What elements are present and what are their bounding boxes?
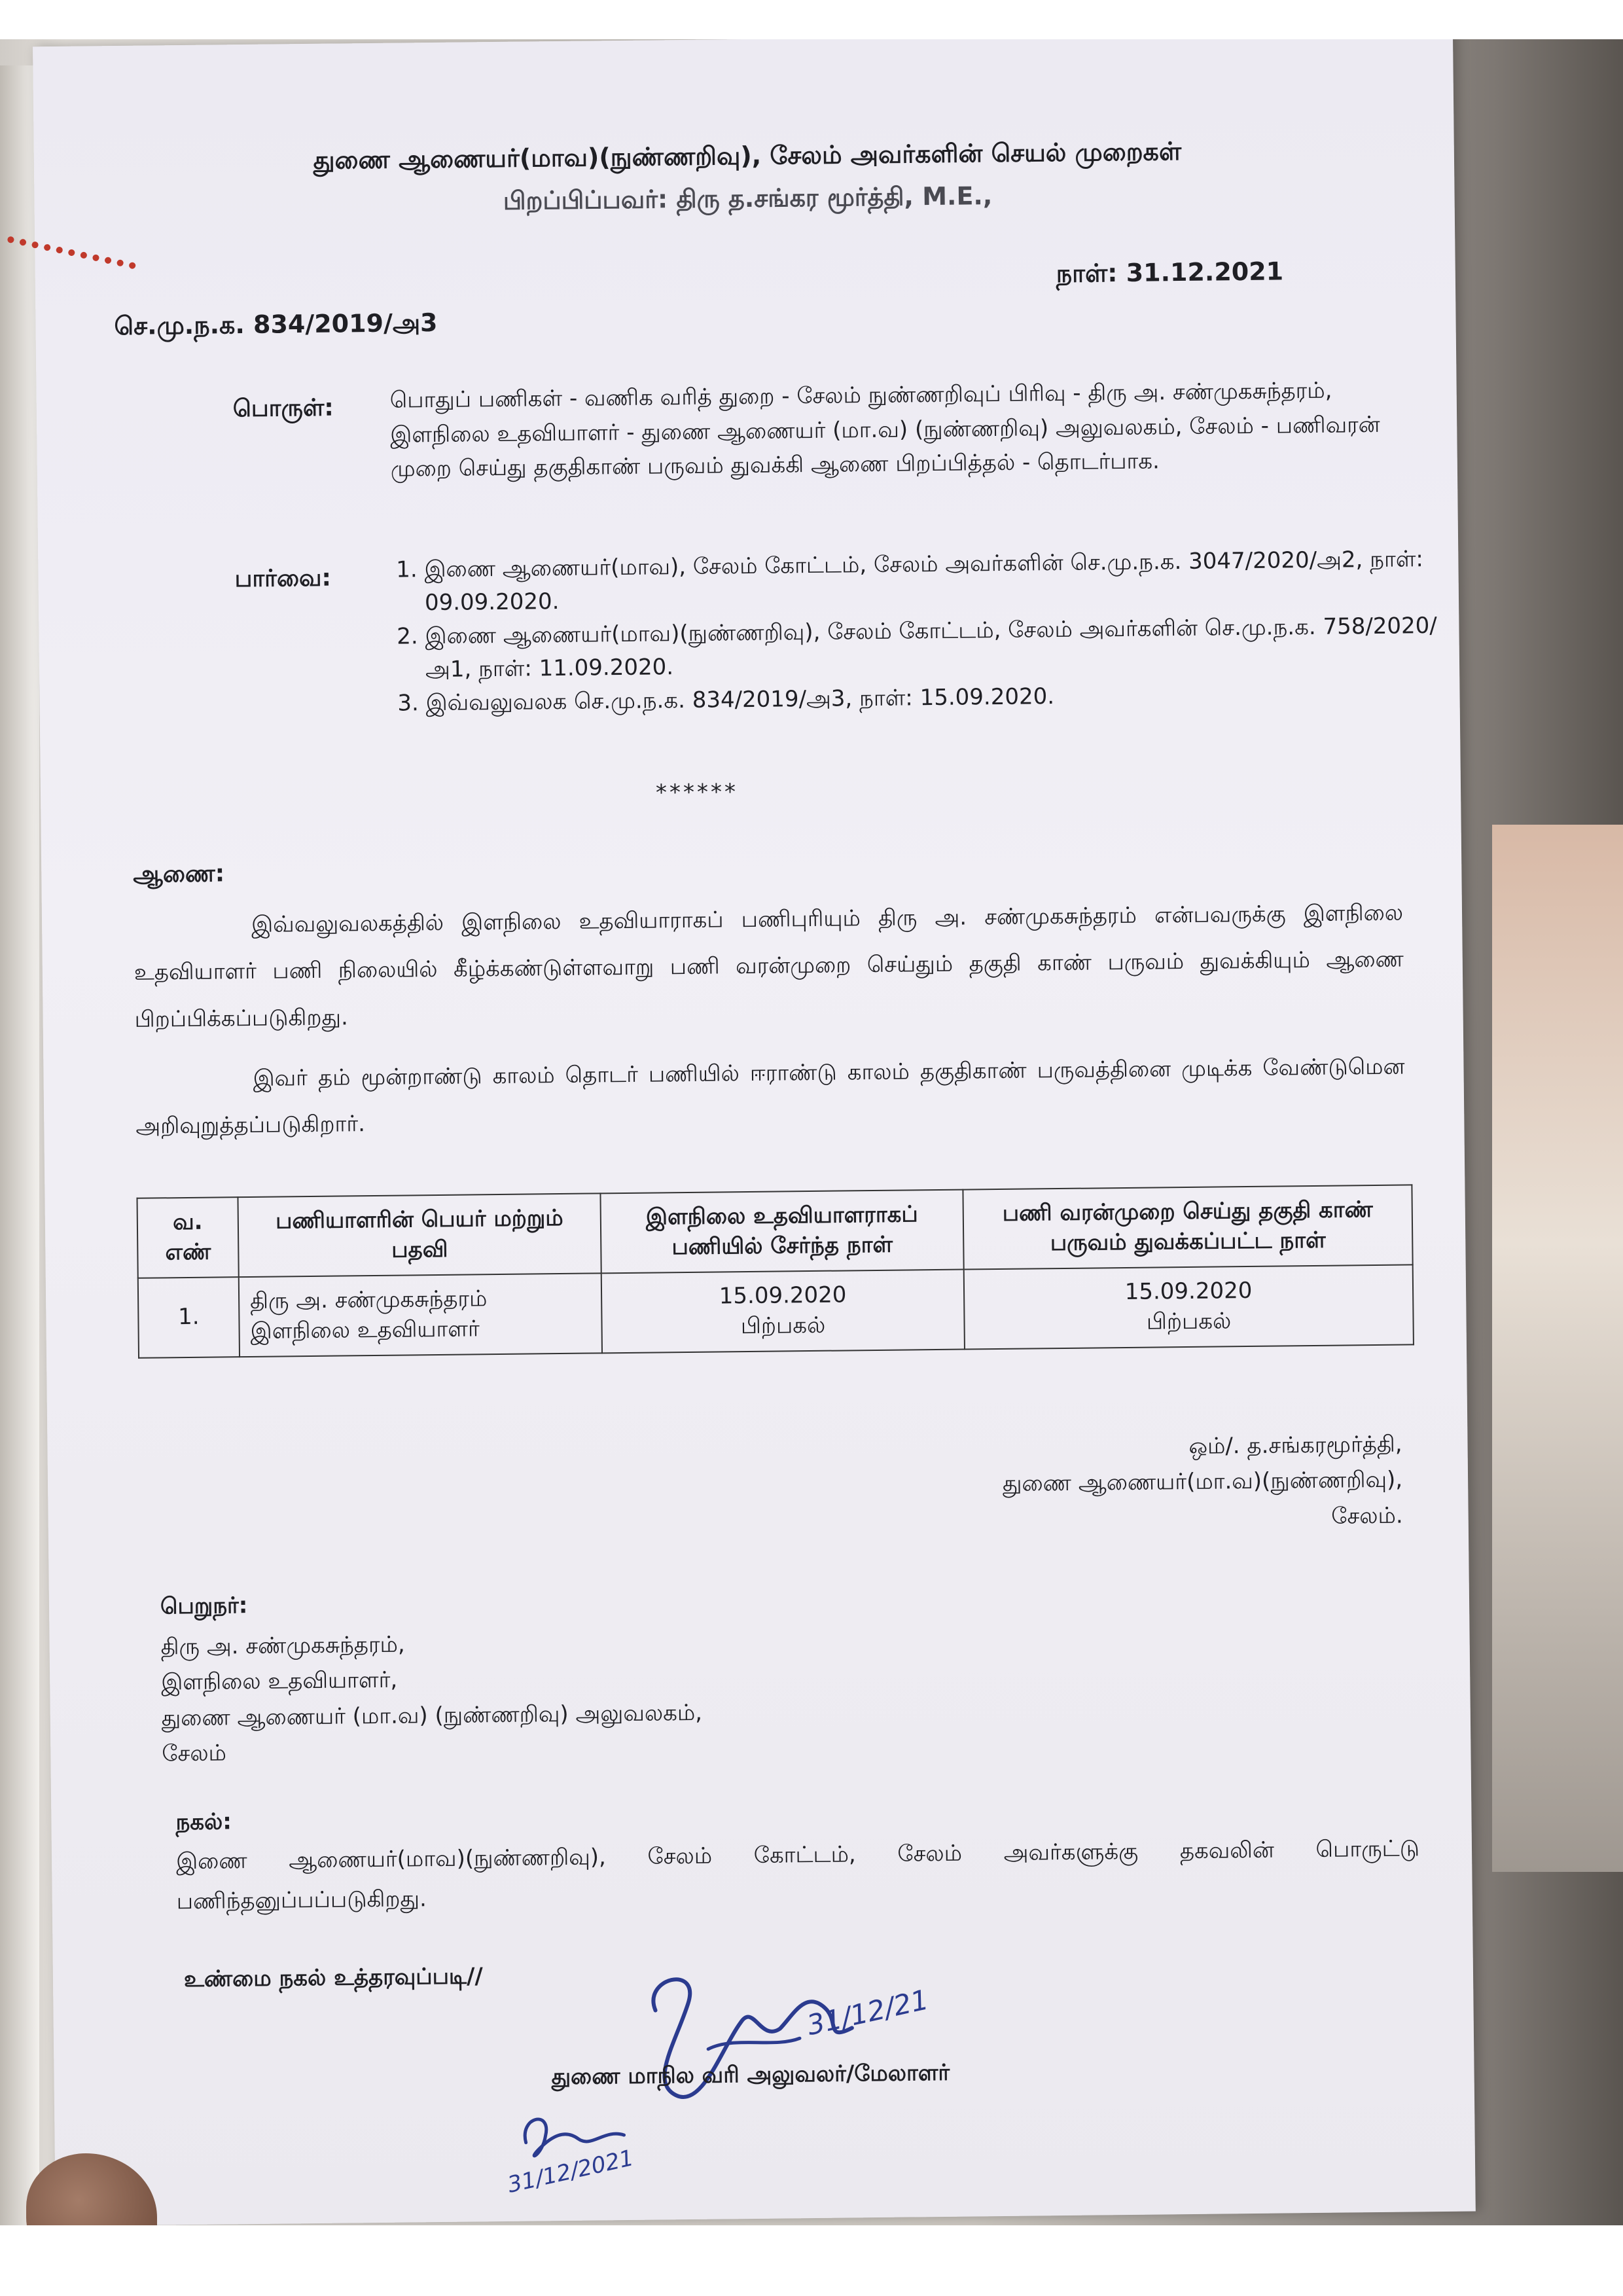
handwritten-signature xyxy=(629,1949,906,2122)
subject-label: பொருள்: xyxy=(232,394,334,423)
photo-background xyxy=(0,39,1623,2225)
col-header-name: பணியாளரின் பெயர் மற்றும் பதவி xyxy=(238,1193,601,1277)
recipient-line: இளநிலை உதவியாளர், xyxy=(161,1667,398,1696)
initials-date: 31/12/2021 xyxy=(505,2145,636,2198)
reference-number: செ.மு.ந.க. 834/2019/அ3 xyxy=(114,308,438,341)
signatory-place: சேலம். xyxy=(1331,1502,1403,1530)
reference-item: 3. இவ்வலுவலக செ.மு.ந.க. 834/2019/அ3, நாள்: 15.09.2020. xyxy=(425,675,1472,720)
cell-joined xyxy=(601,1269,965,1353)
header-issuer: பிறப்பிப்பவர்: திரு த.சங்கர மூர்த்தி, M.E., xyxy=(503,181,993,215)
employee-designation: இளநிலை உதவியாளர் xyxy=(250,1315,480,1344)
subject-text: பொதுப் பணிகள் - வணிக வரித் துறை - சேலம் நுண்ணறிவுப் பிரிவு - திரு அ. சண்முகசுந்தரம், இளநிலை உதவியாளர் - துணை ஆணையர் (மா.வ) (நுண்ணறிவு) அலுவலகம், சேலம் - பணிவரன் முறை செய்து தகுதிகாண் பருவம் துவக்கி ஆணை பிறப்பித்தல் - தொடர்பாக. xyxy=(389,377,1380,483)
recipient-label: பெறுநர்: xyxy=(160,1592,248,1620)
order-label: ஆணை: xyxy=(133,860,225,888)
document-content xyxy=(33,39,1476,2225)
col-header-probation: பணி வரன்முறை செய்து தகுதி காண் பருவம் துவக்கப்பட்ட நாள் xyxy=(963,1185,1412,1269)
reference-item: 2. இணை ஆணையர்(மாவ)(நுண்ணறிவு), சேலம் கோட்டம், சேலம் அவர்களின் செ.மு.ந.க. 758/2020/அ1, நாள்: 11.09.2020. xyxy=(425,609,1472,687)
file-binder-edge xyxy=(0,65,39,2225)
table-header-row xyxy=(137,1185,1412,1278)
cell-probation xyxy=(964,1265,1414,1349)
signatory-designation: துணை ஆணையர்(மா.வ)(நுண்ணறிவு), xyxy=(1002,1466,1403,1498)
joined-date: 15.09.2020 xyxy=(719,1282,847,1310)
cell-name xyxy=(239,1273,602,1357)
order-paragraph-1: இவ்வலுவலகத்தில் இளநிலை உதவியாராகப் பணிபுரியும் திரு அ. சண்முகசுந்தரம் என்பவருக்கு இளநிலை உதவியாளர் பணி நிலையில் கீழ்க்கண்டுள்ளவாறு பணி வரன்முறை செய்தும் தகுதி காண் பருவம் துவக்கியும் ஆணை பிறப்பிக்கப்படுகிறது. xyxy=(134,899,1404,1033)
recipient-address xyxy=(160,1621,1012,1772)
handwritten-date: 31/12/21 xyxy=(804,1983,932,2042)
copy-text: இணை ஆணையர்(மாவ)(நுண்ணறிவு), சேலம் கோட்டம், சேலம் அவர்களுக்கு தகவலின் பொருட்டு பணிந்தனுப்பப்படுகிறது. xyxy=(175,1835,1420,1915)
order-table xyxy=(136,1184,1414,1358)
signatory-name: ஒம்/. த.சங்கரமூர்த்தி, xyxy=(1188,1431,1402,1460)
employee-name: திரு அ. சண்முகசுந்தரம் xyxy=(249,1285,488,1314)
probation-date: 15.09.2020 xyxy=(1124,1277,1253,1305)
cell-sno: 1. xyxy=(138,1277,240,1357)
header-title: துணை ஆணையர்(மாவ)(நுண்ணறிவு), சேலம் அவர்களின் செயல் முறைகள் xyxy=(313,136,1182,175)
reference-item: 1. இணை ஆணையர்(மாவ), சேலம் கோட்டம், சேலம் அவர்களின் செ.மு.ந.க. 3047/2020/அ2, நாள்: 09.09.2020. xyxy=(424,542,1472,620)
document-date: நாள்: 31.12.2021 xyxy=(1056,257,1284,289)
col-header-sno: வ. எண் xyxy=(137,1197,238,1278)
true-copy-note: உண்மை நகல் உத்தரவுப்படி// xyxy=(183,1963,484,1993)
table-row xyxy=(138,1265,1414,1357)
background-object xyxy=(1492,825,1623,1872)
joined-session: பிற்பகல் xyxy=(740,1312,826,1339)
separator: ****** xyxy=(655,779,739,806)
recipient-line: திரு அ. சண்முகசுந்தரம், xyxy=(160,1631,405,1660)
copy-label: நகல்: xyxy=(175,1808,232,1836)
document-page xyxy=(33,39,1476,2225)
order-paragraph-2: இவர் தம் மூன்றாண்டு காலம் தொடர் பணியில் ஈராண்டு காலம் தகுதிகாண் பருவத்தினை முடிக்க வேண்டுமென அறிவுறுத்தப்படுகிறார். xyxy=(135,1053,1405,1140)
probation-session: பிற்பகல் xyxy=(1146,1307,1232,1335)
references-label: பார்வை: xyxy=(234,564,332,593)
references-list xyxy=(391,542,1473,720)
certifying-officer: துணை மாநில வரி அலுவலர்/மேலாளர் xyxy=(551,2059,950,2090)
recipient-line: சேலம் xyxy=(162,1740,227,1767)
recipient-line: துணை ஆணையர் (மா.வ) (நுண்ணறிவு) அலுவலகம், xyxy=(161,1699,703,1732)
col-header-joined: இளநிலை உதவியாளராகப் பணியில் சேர்ந்த நாள் xyxy=(600,1190,963,1274)
signature-block xyxy=(865,1427,1403,1539)
